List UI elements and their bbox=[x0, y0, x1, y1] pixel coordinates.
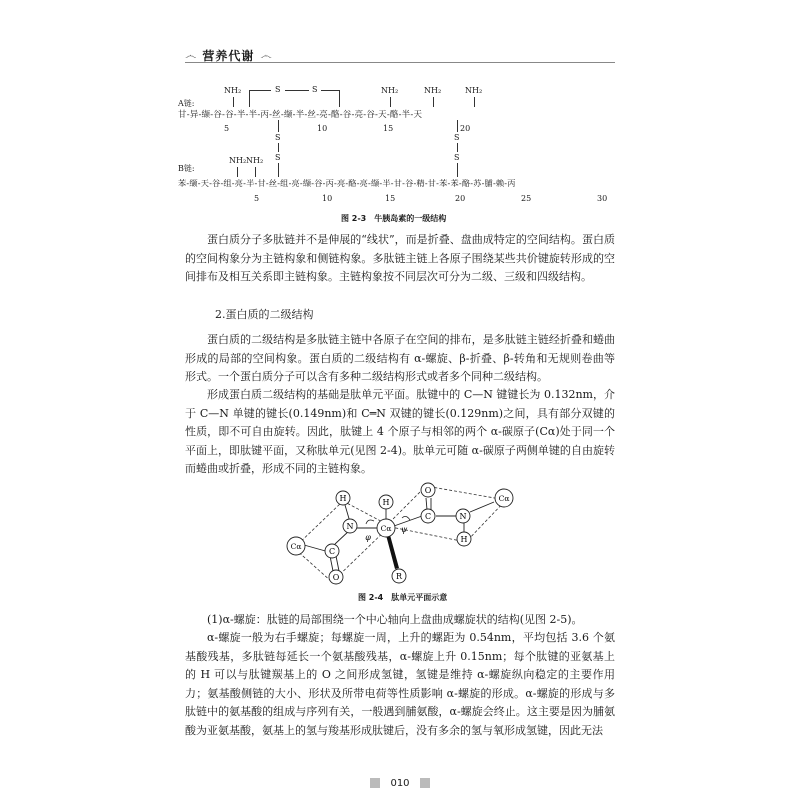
page-footer bbox=[0, 778, 800, 789]
a-intra-bond-right bbox=[339, 90, 340, 107]
svg-text:Cα: Cα bbox=[290, 542, 302, 551]
inter-bond-2a bbox=[457, 120, 458, 132]
svg-text:O: O bbox=[332, 573, 340, 582]
inter-bond-1c bbox=[278, 163, 279, 177]
a-intra-bond-left bbox=[249, 90, 250, 107]
a-num-5: 5 bbox=[224, 124, 230, 133]
a-nh2-bond-1 bbox=[233, 97, 234, 107]
a-intra-s-2: S bbox=[312, 85, 318, 94]
svg-text:N: N bbox=[346, 522, 354, 531]
peptide-unit-diagram bbox=[280, 478, 520, 588]
a-chain-label: A链: bbox=[178, 99, 195, 108]
inter-bond-2c bbox=[457, 163, 458, 177]
section-heading-secondary-structure: 2.蛋白质的二级结构 bbox=[215, 308, 314, 321]
a-nh2-4: NH₂ bbox=[465, 86, 483, 95]
inter-s-1a: S bbox=[275, 133, 281, 142]
left-plane-outline bbox=[294, 501, 390, 582]
figure-peptide-unit bbox=[280, 478, 520, 588]
inter-bond-1b bbox=[278, 143, 279, 152]
svg-text:N: N bbox=[459, 512, 467, 521]
header-rule bbox=[185, 62, 615, 63]
a-nh2-2: NH₂ bbox=[381, 86, 399, 95]
svg-text:Cα: Cα bbox=[498, 494, 510, 503]
footer-square-right bbox=[420, 778, 430, 788]
inter-s-2b: S bbox=[454, 153, 460, 162]
paragraph-alpha-helix-definition: (1)α-螺旋：肽链的局部围绕一个中心轴向上盘曲成螺旋状的结构(见图 2-5)。 bbox=[207, 613, 583, 626]
header-ornament-right: ෴ bbox=[260, 48, 272, 62]
paragraph-spatial-structure: 蛋白质分子多肽链并不是伸展的“线状”，而是折叠、盘曲成特定的空间结构。蛋白质的空间构象分为主链构象和侧链构象。多肽链主链上各原子围绕某些共价键旋转形成的空间排布及相互关系即主链构象。主链构象按不同层次可分为二级、三级和四级结构。 bbox=[185, 233, 615, 283]
figure-2-4-caption: 图 2-4 肽单元平面示意 bbox=[358, 593, 448, 602]
svg-text:Cα: Cα bbox=[380, 524, 392, 533]
b-nh2-2: NH₂ bbox=[246, 156, 264, 165]
a-nh2-bond-2 bbox=[390, 97, 391, 107]
svg-text:H: H bbox=[339, 494, 347, 503]
header-ornament: ෴ bbox=[185, 48, 197, 62]
b-num-15: 15 bbox=[385, 194, 396, 203]
inter-bond-2b bbox=[457, 143, 458, 152]
a-intra-line-3 bbox=[321, 90, 339, 91]
paragraph-alpha-helix-details: α-螺旋一般为右手螺旋；每螺旋一周，上升的螺距为 0.54nm，平均包括 3.6 个氨基酸残基，多肽链每延长一个氨基酸残基，α-螺旋上升 0.15nm；每个肽键的亚氨基上的 H 可以与肽键羰基上的 O 之间形成氢键，氢键是维持 α-螺旋纵向稳定的主要作用力；氨基酸侧链的大小、形状及所带电荷等性质影响 α-螺旋的形成。α-螺旋的形成与多肽链中的氨基酸的组成与序列有关，一般遇到脯氨酸，α-螺旋会终止。这主要是因为脯氨酸为亚氨基酸，氨基上的氢与羧基形成肽键后，没有多余的氢与氧形成氢键，因此无法 bbox=[185, 631, 615, 737]
b-chain-label: B链: bbox=[178, 164, 195, 173]
footer-square-left bbox=[370, 778, 380, 788]
svg-text:O: O bbox=[424, 486, 432, 495]
chapter-title: 营养代谢 bbox=[202, 49, 255, 63]
b-nh2-bond-1 bbox=[237, 167, 238, 177]
svg-text:C: C bbox=[328, 547, 336, 556]
a-num-10: 10 bbox=[317, 124, 328, 133]
svg-text:ψ: ψ bbox=[400, 525, 408, 534]
a-nh2-3: NH₂ bbox=[424, 86, 442, 95]
figure-2-3-caption: 图 2-3 牛胰岛素的一级结构 bbox=[341, 214, 447, 223]
b-num-30: 30 bbox=[597, 194, 608, 203]
a-chain-sequence: 甘-异-缬-谷-谷-半-半-丙-丝-缬-半-丝-亮-酪-谷-亮-谷-天-酪-半-天 bbox=[178, 110, 423, 120]
b-num-25: 25 bbox=[521, 194, 532, 203]
a-num-15: 15 bbox=[383, 124, 394, 133]
b-nh2-bond-2 bbox=[255, 167, 256, 177]
svg-text:H: H bbox=[382, 498, 390, 507]
a-intra-s-1: S bbox=[275, 85, 281, 94]
a-nh2-bond-3 bbox=[433, 97, 434, 107]
paragraph-peptide-plane: 形成蛋白质二级结构的基础是肽单元平面。肽键中的 C—N 键键长为 0.132nm，介于 C—N 单键的键长(0.149nm)和 C═N 双键的键长(0.129nm)之间，具有部分双键的性质，即不可自由旋转。因此，肽键上 4 个原子与相邻的两个 α-碳原子(Cα)处于同一个平面上，即肽键平面，又称肽单元(见图 2-4)。肽单元可随 α-碳原子两侧单键的自由旋转而蜷曲或折叠，形成不同的主链构象。 bbox=[185, 388, 615, 475]
paragraph-secondary-structure: 蛋白质的二级结构是多肽链主链中各原子在空间的排布，是多肽链主链经折叠和蜷曲形成的局部的空间构象。蛋白质的二级结构有 α-螺旋、β-折叠、β-转角和无规则卷曲等形式。一个蛋白质分子可以含有多种二级结构形式或者多个同种二级结构。 bbox=[185, 333, 615, 383]
svg-text:C: C bbox=[424, 512, 432, 521]
svg-text:H: H bbox=[460, 535, 468, 544]
b-num-20: 20 bbox=[455, 194, 466, 203]
inter-s-1b: S bbox=[275, 153, 281, 162]
a-nh2-1: NH₂ bbox=[224, 86, 242, 95]
a-nh2-bond-4 bbox=[474, 97, 475, 107]
a-num-20: 20 bbox=[460, 124, 471, 133]
svg-text:φ: φ bbox=[365, 533, 371, 542]
inter-bond-1a bbox=[278, 120, 279, 132]
b-num-10: 10 bbox=[322, 194, 333, 203]
inter-s-2a: S bbox=[454, 133, 460, 142]
b-nh2-1: NH₂ bbox=[229, 156, 247, 165]
page-number: 010 bbox=[390, 778, 410, 789]
b-chain-sequence: 苯-缬-天-谷-组-亮-半-甘-丝-组-亮-缬-谷-丙-亮-酪-亮-缬-半-甘-谷-精-甘-苯-苯-酪-苏-脯-赖-丙 bbox=[178, 178, 516, 188]
b-num-5: 5 bbox=[254, 194, 260, 203]
svg-text:R: R bbox=[395, 572, 403, 581]
a-intra-line-1 bbox=[249, 90, 271, 91]
a-intra-line-2 bbox=[285, 90, 309, 91]
